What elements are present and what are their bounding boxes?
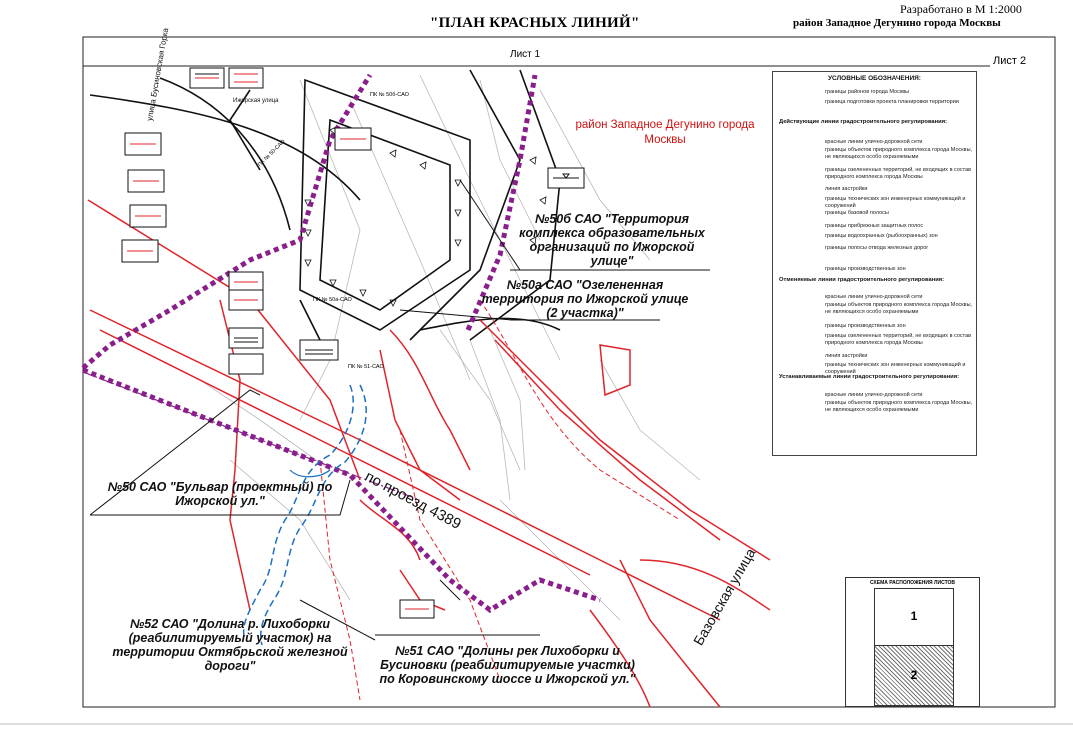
page-title: "ПЛАН КРАСНЫХ ЛИНИЙ" xyxy=(430,15,640,31)
street-businovskaya-gorka: улица Бусиновская Горка xyxy=(145,27,171,122)
sheet-layout-scheme xyxy=(845,577,980,707)
legend-item: линия застройки xyxy=(825,186,868,192)
district-caption: район Западное Дегунино города Москвы xyxy=(793,17,1001,29)
legend-item: границы технических зон инженерных коммуникаций и сооружений xyxy=(825,196,966,209)
callout-52: №52 САО "Долина р. Лихоборки (реабилитируемый участок) на территории Октябрьской железной дороги" xyxy=(112,617,348,673)
legend-item: границы объектов природного комплекса города Москвы, не являющихся особо охраняемыми xyxy=(825,147,973,160)
box-symbol-marks xyxy=(127,74,429,609)
legend-item: границы производственных зон xyxy=(825,323,906,329)
legend-item: границы прибрежных защитных полос xyxy=(825,223,924,229)
legend-item: границы водоохранных (рыбоохранных) зон xyxy=(825,233,938,239)
legend-item: красные линии улично-дорожной сети xyxy=(825,392,923,398)
legend-item: красные линии улично-дорожной сети xyxy=(825,294,923,300)
base-map-detail xyxy=(200,75,700,620)
legend-item: границы технических зон инженерных коммуникаций и сооружений xyxy=(825,362,966,375)
legend-item: границы производственных зон xyxy=(825,266,906,272)
legend-item: линия застройки xyxy=(825,353,868,359)
sheet-number: Лист 2 xyxy=(993,55,1027,67)
pk-label: ПК № 51-САО xyxy=(348,364,384,370)
legend-group-established: Устанавливаемые линии градостроительного регулирования: xyxy=(779,374,960,380)
scheme-sheet-2 xyxy=(874,645,954,706)
callout-50a: №50а САО "Озелененная территория по Ижорской улице (2 участка)" xyxy=(481,278,689,320)
legend-item: границы районов города Москвы xyxy=(825,89,910,95)
street-passage-4389: по проезд 4389 xyxy=(362,468,464,533)
legend-panel xyxy=(772,71,977,456)
legend-item: границы озелененных территорий, не входящих в состав природного комплекса города Москвы xyxy=(825,167,972,180)
adjacent-sheet-label: Лист 1 xyxy=(510,49,541,60)
callout-51: №51 САО "Долины рек Лихоборки и Бусиновки (реабилитируемые участки) по Коровинскому шоссе и Ижорской ул." xyxy=(379,644,636,686)
legend-item: границы объектов природного комплекса города Москвы, не являющихся особо охраняемыми xyxy=(825,400,973,413)
legend-group-cancelled: Отменяемые линии градостроительного регулирования: xyxy=(779,277,945,283)
district-label: район Западное Дегунино города Москвы xyxy=(575,119,755,146)
pk-label: ПК № 50-САО xyxy=(257,138,287,169)
scheme-sheet-1 xyxy=(874,588,954,646)
scheme-sheet-2-label: 2 xyxy=(910,668,918,682)
legend-item: граница подготовки проекта планировки территории xyxy=(825,99,959,105)
scheme-sheet-1-label: 1 xyxy=(910,609,918,623)
pk-label: ПК № 50б-САО xyxy=(370,92,409,98)
callout-50: №50 САО "Бульвар (проектный) по Ижорской ул." xyxy=(107,480,333,508)
pk-label: ПК № 50а-САО xyxy=(313,297,352,303)
legend-group-existing: Действующие линии градостроительного регулирования: xyxy=(779,119,948,125)
legend-item: красные линии улично-дорожной сети xyxy=(825,139,923,145)
scale-note: Разработано в М 1:2000 xyxy=(900,2,1022,16)
scheme-title: СХЕМА РАСПОЛОЖЕНИЯ ЛИСТОВ xyxy=(870,580,955,586)
street-bazovskaya: Базовская улица xyxy=(690,545,759,648)
legend-item: границы полосы отвода железных дорог xyxy=(825,245,929,251)
callout-50b: №50б САО "Территория комплекса образовательных организаций по Ижорской улице" xyxy=(519,212,705,268)
legend-item: границы базовой полосы xyxy=(825,210,889,216)
legend-item: границы озелененных территорий, не входящих в состав природного комплекса города Москвы xyxy=(825,333,972,346)
street-izhorskaya: Ижорская улица xyxy=(233,98,279,104)
legend-item: границы объектов природного комплекса города Москвы, не являющихся особо охраняемыми xyxy=(825,302,973,315)
legend-title: УСЛОВНЫЕ ОБОЗНАЧЕНИЯ: xyxy=(828,75,921,82)
